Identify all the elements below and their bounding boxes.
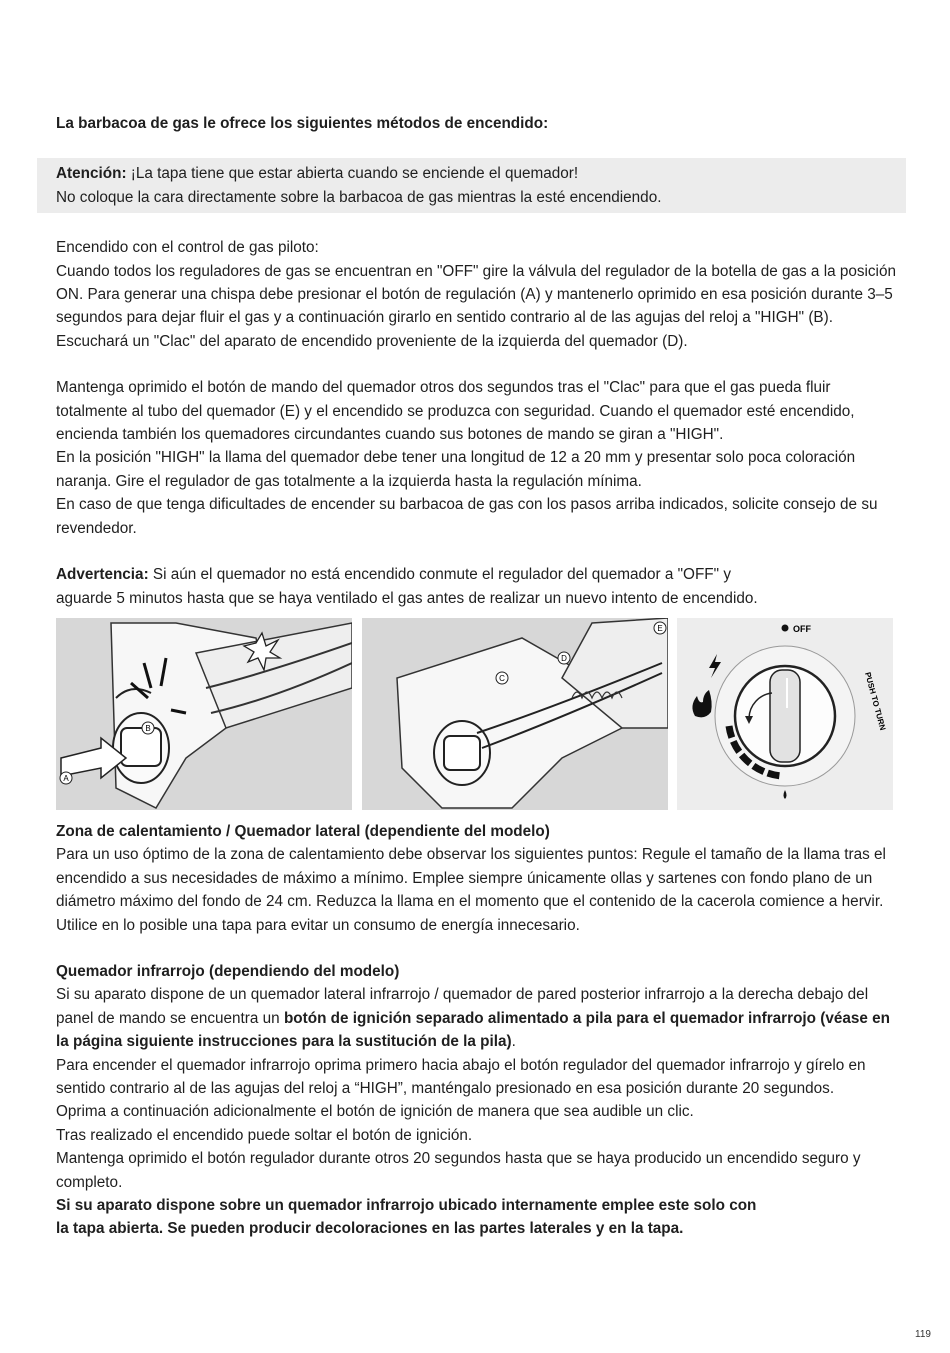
figure-label-a: A (63, 773, 69, 783)
knob-push-label: PUSH TO TURN (863, 671, 888, 732)
infrared-p1-start: Si su aparato dispone de un quemador lateral infrarrojo / quemador de pared posterior infrarrojo a la derecha debajo del panel de mando se encuentra un (56, 986, 869, 1027)
attention-line-2: No coloque la cara directamente sobre la barbacoa de gas mientras la esté encendiendo. (56, 188, 662, 206)
pilot-paragraph-1: Cuando todos los reguladores de gas se encuentran en "OFF" gire la válvula del regulador de la botella de gas a la posición ON. Para generar una chispa debe presionar el botón de regulación (A) y mantenerlo oprimido en esa posición durante 3–5 segundos para dejar fluir el gas y a continuación girarlo en sentido contrario al de las agujas del reloj a "HIGH" (B). Escuchará un "Clac" del aparato de encendido proveniente de la izquierda del quemador (D). (56, 262, 896, 350)
page-number: 119 (915, 1329, 931, 1340)
warning-label: Advertencia: (56, 566, 149, 584)
infrared-bold-line-2: la tapa abierta. Se pueden producir decoloraciones en las partes laterales y en la tapa. (56, 1220, 684, 1238)
figure-control-knob (677, 618, 893, 810)
ignition-figures (56, 618, 906, 810)
infrared-title: Quemador infrarrojo (dependiendo del modelo) (56, 962, 400, 980)
figure-label-e: E (657, 623, 663, 633)
intro-heading: La barbacoa de gas le ofrece los siguientes métodos de encendido: (56, 115, 549, 132)
warning-text-1: Si aún el quemador no está encendido conmute el regulador del quemador a "OFF" y (148, 566, 731, 584)
knob-off-label: OFF (793, 623, 811, 634)
pilot-paragraph-4: En caso de que tenga dificultades de encender su barbacoa de gas con los pasos arriba indicados, solicite consejo de su revendedor. (56, 496, 878, 537)
infrared-paragraph-4: Tras realizado el encendido puede soltar el botón de ignición. (56, 1126, 473, 1144)
figure-knob-press (56, 618, 352, 810)
figure-burner-tube (362, 618, 668, 810)
figure-label-b: B (145, 723, 151, 733)
page-content (56, 112, 906, 1241)
pilot-title: Encendido con el control de gas piloto: (56, 239, 319, 257)
attention-line-1 (56, 162, 887, 185)
pilot-paragraph-2: Mantenga oprimido el botón de mando del quemador otros dos segundos tras el "Clac" para que el gas pueda fluir totalmente al tubo del quemador (E) y el encendido se produzca con seguridad. Cuando el quemador esté encendido, encienda también los quemadores circundantes cuando sus botones de mando se giran a "HIGH". (56, 379, 855, 444)
pilot-paragraph-3: En la posición "HIGH" la llama del quemador debe tener una longitud de 12 a 20 mm y presentar solo poca coloración naranja. Gire el regulador de gas totalmente a la izquierda hasta la regulación mínima. (56, 449, 856, 490)
infrared-p1-bold: botón de ignición separado alimentado a pila para el quemador infrarrojo (véase en la página siguiente instrucciones para la sustitución de la pila) (56, 1009, 891, 1051)
side-burner-text: Para un uso óptimo de la zona de calentamiento debe observar los siguientes puntos: Regule el tamaño de la llama tras el encendido a sus necesidades de máximo a mínimo. Emplee siempre únicamente ollas y sartenes con fondo plano de un diámetro máximo del fondo de 24 cm. Reduzca la llama en el momento que el contenido de la cacerola comience a hervir. Utilice en lo posible una tapa para evitar un consumo de energía innecesario. (56, 846, 886, 934)
figure-label-c: C (499, 673, 505, 683)
attention-text-1: ¡La tapa tiene que estar abierta cuando se enciende el quemador! (126, 165, 579, 183)
infrared-p1-end: . (511, 1033, 516, 1051)
infrared-paragraph-1 (56, 983, 906, 1053)
figure-label-d: D (561, 653, 567, 663)
infrared-paragraph-2: Para encender el quemador infrarrojo oprima primero hacia abajo el botón regulador del quemador infrarrojo y gírelo en sentido contrario al de las agujas del reloj a “HIGH”, manténgalo presionado en esa posición durante 20 segundos. (56, 1056, 866, 1097)
warning-line-1 (56, 563, 906, 586)
attention-label: Atención: (56, 165, 127, 183)
attention-box (37, 158, 906, 213)
warning-line-2: aguarde 5 minutos hasta que se haya ventilado el gas antes de realizar un nuevo intento de encendido. (56, 589, 758, 607)
infrared-paragraph-5: Mantenga oprimido el botón regulador durante otros 20 segundos hasta que se haya producido un encendido seguro y completo. (56, 1150, 861, 1191)
infrared-paragraph-3: Oprima a continuación adicionalmente el botón de ignición de manera que sea audible un clic. (56, 1103, 694, 1121)
infrared-bold-line-1: Si su aparato dispone sobre un quemador infrarrojo ubicado internamente emplee este solo con (56, 1197, 757, 1214)
side-burner-title: Zona de calentamiento / Quemador lateral (dependiente del modelo) (56, 822, 550, 840)
